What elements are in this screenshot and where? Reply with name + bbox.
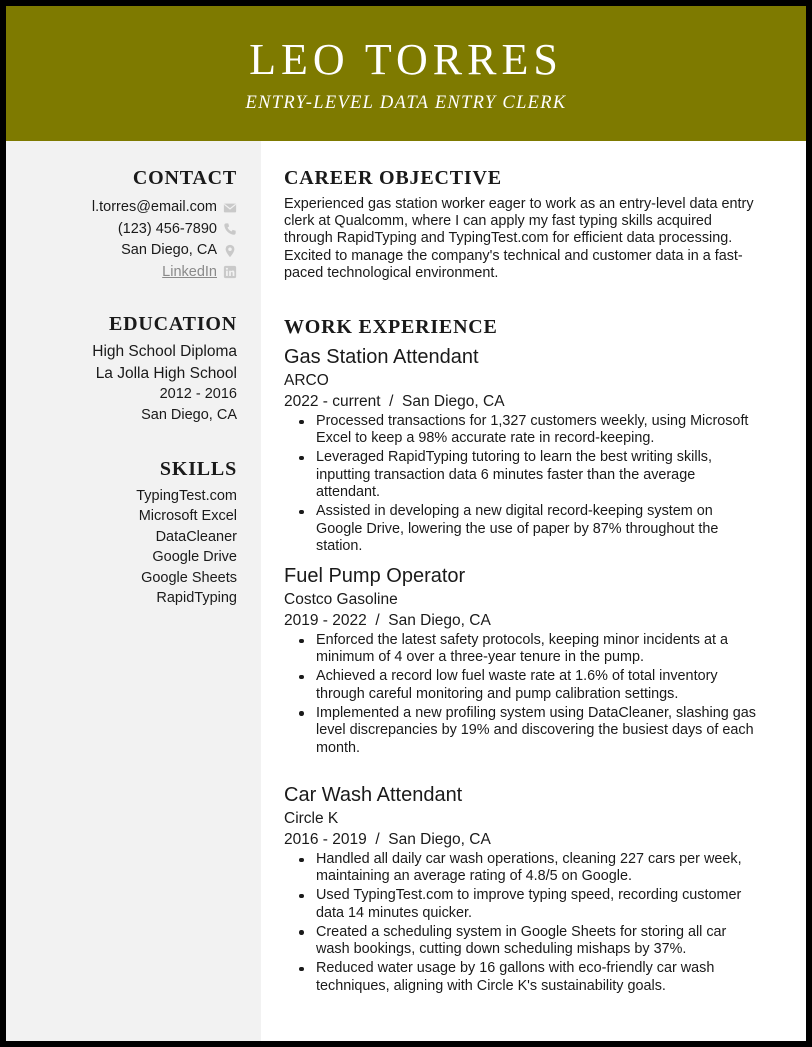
job-bullet: Created a scheduling system in Google Sheets for storing all car wash bookings, cutting down scheduling mishaps by 37%.	[284, 924, 759, 959]
education-school: La Jolla High School	[95, 364, 237, 382]
resume-header	[6, 6, 806, 141]
education-heading: EDUCATION	[109, 313, 237, 335]
job-bullet: Achieved a record low fuel waste rate at 1.6% of total inventory through careful monitoring and pump calibration settings.	[284, 668, 759, 703]
job-title: Gas Station Attendant	[284, 346, 479, 368]
phone-icon	[223, 222, 237, 236]
contact-email-row	[17, 197, 237, 219]
job-bullet: Reduced water usage by 16 gallons with eco-friendly car wash techniques, aligning with Circle K's sustainability goals.	[284, 960, 759, 995]
job-dates-location: 2016 - 2019 / San Diego, CA	[284, 831, 491, 848]
education-location: San Diego, CA	[141, 407, 237, 423]
contact-linkedin-row	[17, 262, 237, 284]
job-title: Fuel Pump Operator	[284, 565, 466, 587]
candidate-name: LEO TORRES	[249, 35, 563, 84]
candidate-title: ENTRY-LEVEL DATA ENTRY CLERK	[245, 93, 567, 113]
contact-location-row	[17, 240, 237, 262]
contact-phone: (123) 456-7890	[117, 220, 217, 237]
job-bullet: Processed transactions for 1,327 customers weekly, using Microsoft Excel to keep a 98% accurate rate in record-keeping.	[284, 413, 759, 448]
job-bullet: Enforced the latest safety protocols, keeping minor incidents at a minimum of 4 over a three-year tenure in the pump.	[284, 632, 759, 667]
linkedin-link[interactable]: LinkedIn	[162, 263, 217, 280]
job-bullet: Implemented a new profiling system using DataCleaner, slashing gas level discrepancies by 19% and discovering the busiest days of each month.	[284, 705, 759, 757]
job-bullet: Leveraged RapidTyping tutoring to learn the best writing skills, inputting transaction data 6 minutes faster than the average attendant.	[284, 449, 759, 501]
skills-section	[17, 457, 237, 608]
job-dates-location: 2019 - 2022 / San Diego, CA	[284, 612, 491, 629]
experience-heading: WORK EXPERIENCE	[284, 316, 498, 338]
education-degree: High School Diploma	[92, 343, 237, 360]
skill-item: Microsoft Excel	[138, 508, 237, 525]
education-section	[17, 312, 237, 426]
job-entry	[284, 783, 774, 997]
job-bullets	[284, 413, 774, 555]
skill-item: DataCleaner	[155, 528, 237, 545]
objective-heading: CAREER OBJECTIVE	[284, 167, 502, 189]
job-bullet: Handled all daily car wash operations, cleaning 227 cars per week, maintaining an average rating of 4.8/5 on Google.	[284, 851, 759, 886]
job-bullet: Used TypingTest.com to improve typing speed, recording customer data 14 minutes quicker.	[284, 887, 759, 922]
resume-page	[6, 6, 806, 1041]
contact-phone-row	[17, 219, 237, 241]
contact-section	[17, 166, 237, 283]
skill-item: RapidTyping	[156, 590, 237, 607]
job-bullet: Assisted in developing a new digital record-keeping system on Google Drive, lowering the use of paper by 87% throughout the station.	[284, 503, 759, 555]
job-entry	[284, 345, 774, 557]
job-bullets	[284, 632, 774, 757]
skill-item: TypingTest.com	[136, 488, 237, 504]
sidebar	[6, 141, 261, 1041]
job-company: Circle K	[284, 810, 339, 827]
job-entry	[284, 564, 774, 759]
job-title: Car Wash Attendant	[284, 784, 463, 806]
skill-item: Google Sheets	[141, 569, 237, 586]
job-company: Costco Gasoline	[284, 591, 398, 608]
envelope-icon	[223, 201, 237, 215]
contact-email[interactable]: l.torres@email.com	[91, 199, 217, 215]
contact-location: San Diego, CA	[121, 242, 217, 258]
linkedin-icon	[223, 265, 237, 279]
job-bullets	[284, 851, 774, 995]
education-years: 2012 - 2016	[159, 386, 237, 402]
job-company: ARCO	[284, 372, 329, 389]
contact-heading: CONTACT	[132, 167, 237, 189]
objective-text: Experienced gas station worker eager to work as an entry-level data entry clerk at Qualcomm, where I can apply my fast typing skills acquired through RapidTyping and TypingTest.com for efficient data processing. Excited to manage the company's technical and customer data in a fast-paced technological environment.	[284, 196, 754, 281]
skills-heading: SKILLS	[159, 458, 237, 480]
skill-item: Google Drive	[152, 549, 237, 566]
location-pin-icon	[223, 244, 237, 258]
job-dates-location: 2022 - current / San Diego, CA	[284, 393, 505, 410]
